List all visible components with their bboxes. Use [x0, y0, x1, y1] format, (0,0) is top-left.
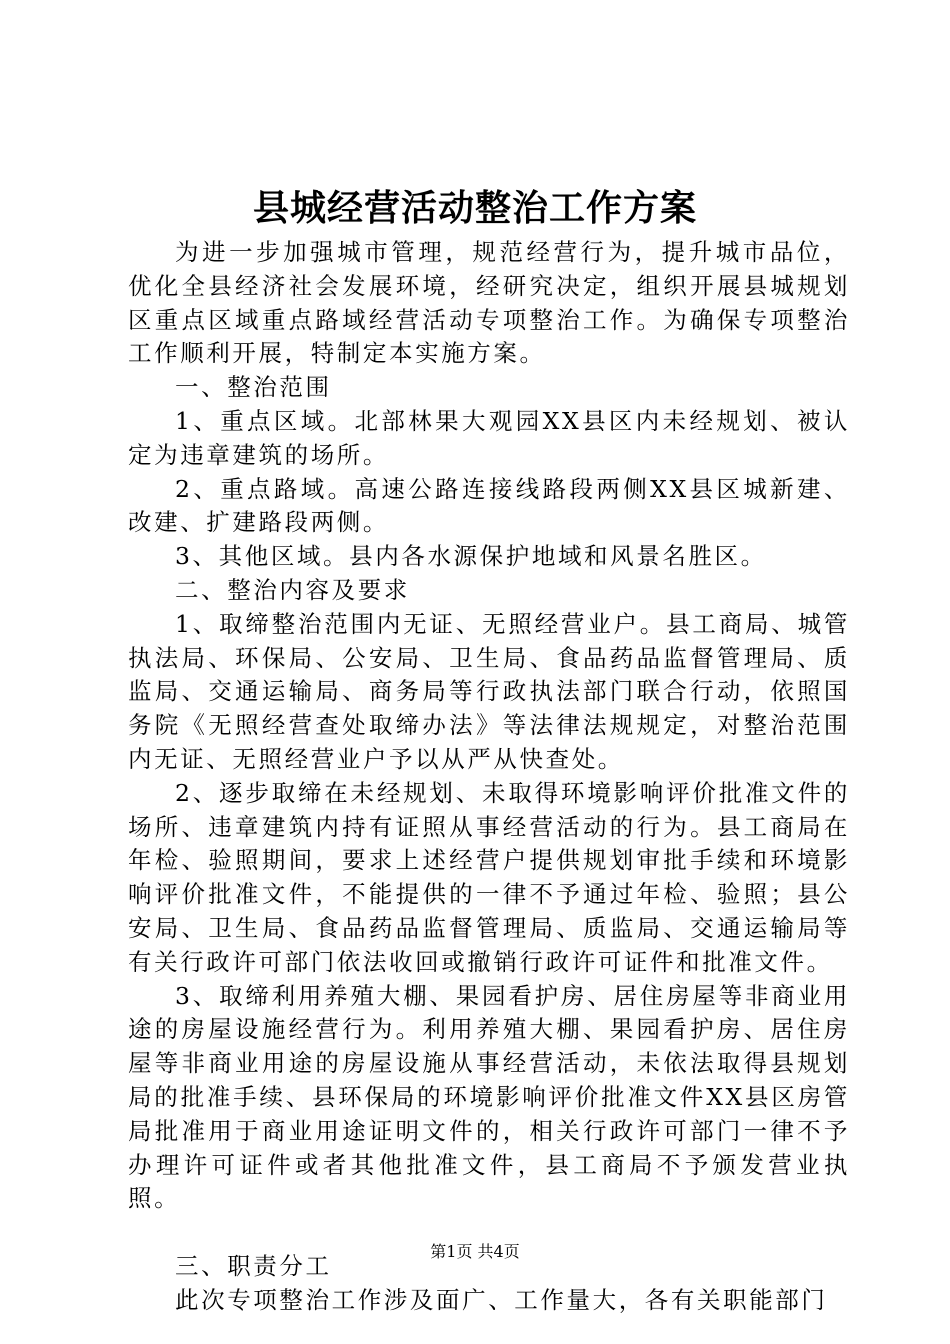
- page-footer: 第1页 共4页: [430, 1242, 520, 1261]
- paragraph-duties: 此次专项整治工作涉及面广、工作量大，各有关职能部门: [175, 1285, 828, 1314]
- paragraph-intro: 为进一步加强城市管理，规范经营行为，提升城市品位，优化全县经济社会发展环境，经研究决定，组织开展县城规划区重点区域重点路域经营活动专项整治工作。为确保专项整治工作顺利开展，特制定本实施方案。: [128, 238, 850, 368]
- paragraph-content-2: 2、逐步取缔在未经规划、未取得环境影响评价批准文件的场所、违章建筑内持有证照从事经营活动的行为。县工商局在年检、验照期间，要求上述经营户提供规划审批手续和环境影响评价批准文件，不能提供的一律不予通过年检、验照；县公安局、卫生局、食品药品监督管理局、质监局、交通运输局等有关行政许可部门依法收回或撤销行政许可证件和批准文件。: [128, 778, 850, 976]
- document-title: 县城经营活动整治工作方案: [252, 187, 697, 229]
- document-body: [128, 236, 850, 1318]
- heading-content: 二、整治内容及要求: [175, 575, 410, 604]
- paragraph-content-1: 1、取缔整治范围内无证、无照经营业户。县工商局、城管执法局、环保局、公安局、卫生局、食品药品监督管理局、质监局、交通运输局、商务局等行政执法部门联合行动，依照国务院《无照经营查处取缔办法》等法律法规规定，对整治范围内无证、无照经营业户予以从严从快查处。: [128, 609, 850, 773]
- paragraph-scope-1: 1、重点区域。北部林果大观园XX县区内未经规划、被认定为违章建筑的场所。: [128, 406, 850, 469]
- heading-duties: 三、职责分工: [175, 1252, 332, 1281]
- heading-scope: 一、整治范围: [175, 373, 332, 402]
- paragraph-scope-2: 2、重点路域。高速公路连接线路段两侧XX县区城新建、改建、扩建路段两侧。: [128, 474, 850, 537]
- paragraph-content-3: 3、取缔利用养殖大棚、果园看护房、居住房屋等非商业用途的房屋设施经营行为。利用养殖大棚、果园看护房、居住房屋等非商业用途的房屋设施从事经营活动，未依法取得县规划局的批准手续、县环保局的环境影响评价批准文件XX县区房管局批准用于商业用途证明文件的，相关行政许可部门一律不予办理许可证件或者其他批准文件，县工商局不予颁发营业执照。: [128, 981, 850, 1213]
- paragraph-scope-3: 3、其他区域。县内各水源保护地域和风景名胜区。: [175, 542, 767, 571]
